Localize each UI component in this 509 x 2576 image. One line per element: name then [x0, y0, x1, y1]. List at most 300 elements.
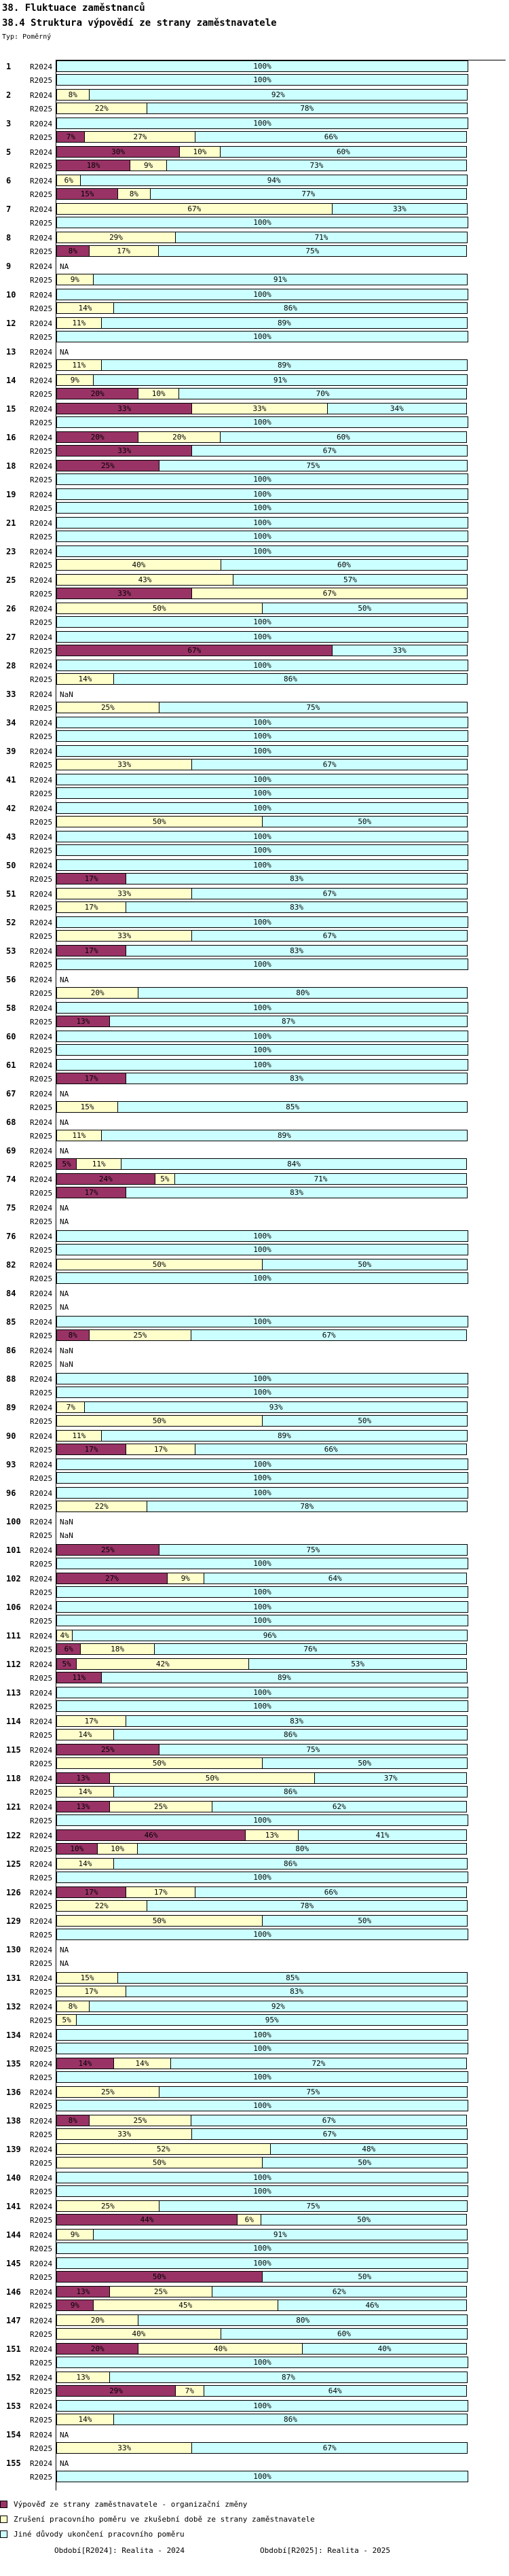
series-label: R2024 — [30, 2088, 53, 2097]
bar-segment: 4% — [56, 1630, 73, 1641]
row-number: 43 — [6, 832, 16, 842]
bar-segment: 22% — [56, 103, 147, 114]
bar — [56, 1900, 468, 1912]
bar-segment: 7% — [56, 131, 85, 143]
series-label: R2024 — [30, 348, 53, 357]
bar-segment: 5% — [56, 2014, 77, 2026]
series-label: R2025 — [30, 1874, 53, 1882]
bar-group — [0, 916, 509, 945]
bar-segment: 33% — [56, 588, 192, 599]
row-number: 61 — [6, 1060, 16, 1070]
missing-value-label: NA — [60, 262, 69, 271]
bar-segment: 52% — [56, 2143, 271, 2155]
bar-row — [0, 374, 509, 386]
row-number: 7 — [6, 204, 12, 214]
row-number: 2 — [6, 90, 12, 100]
series-label: R2024 — [30, 690, 53, 699]
bar-segment: 100% — [56, 1387, 468, 1398]
legend-label: Výpověď ze strany zaměstnavatele - organizační změny — [14, 2500, 248, 2509]
bar-segment: 33% — [56, 759, 192, 770]
bar-segment: 33% — [191, 403, 327, 414]
bar-segment: 15% — [56, 1972, 118, 1984]
bar-row — [0, 1957, 509, 1969]
bar-row — [0, 1729, 509, 1740]
series-label: R2024 — [30, 120, 53, 128]
bar-row — [0, 745, 509, 757]
series-label: R2024 — [30, 1004, 53, 1013]
bar-segment: 77% — [150, 188, 467, 200]
series-label: R2025 — [30, 989, 53, 998]
legend-item — [0, 2515, 315, 2524]
bar — [56, 2143, 468, 2155]
bar-row — [0, 1301, 509, 1312]
series-label: R2025 — [30, 219, 53, 228]
bar-row — [0, 359, 509, 371]
series-label: R2025 — [30, 1988, 53, 1997]
series-label: R2024 — [30, 1489, 53, 1498]
series-label: R2025 — [30, 2387, 53, 2396]
series-label: R2025 — [30, 476, 53, 484]
bar — [56, 1373, 468, 1384]
bar-segment: 25% — [56, 460, 159, 471]
bar-group — [0, 745, 509, 774]
bar-group — [0, 317, 509, 346]
bar-group — [0, 1230, 509, 1259]
bar-segment: 50% — [262, 816, 468, 827]
series-label: R2025 — [30, 361, 53, 370]
bar-segment: 13% — [56, 1016, 110, 1027]
series-label: R2024 — [30, 205, 53, 214]
bar-segment: 100% — [56, 1230, 468, 1242]
bar — [56, 1886, 468, 1898]
bar-group — [0, 2029, 509, 2058]
row-number: 8 — [6, 233, 12, 243]
row-number: 135 — [6, 2059, 21, 2069]
bar — [56, 445, 468, 457]
bar-row — [0, 802, 509, 814]
series-label: R2024 — [30, 405, 53, 414]
legend-swatch — [0, 2530, 7, 2538]
bar — [56, 1130, 468, 1141]
row-number: 51 — [6, 889, 16, 899]
bar-row — [0, 1986, 509, 1997]
bar-segment: 100% — [56, 959, 468, 970]
bar-row — [0, 1202, 509, 1213]
series-label: R2025 — [30, 732, 53, 741]
row-number: 6 — [6, 176, 12, 185]
bar-group — [0, 1944, 509, 1972]
series-label: R2025 — [30, 2359, 53, 2367]
row-number: 23 — [6, 547, 16, 556]
bar-group — [0, 118, 509, 146]
bar-segment: 9% — [56, 2229, 94, 2240]
series-label: R2025 — [30, 561, 53, 570]
series-label: R2024 — [30, 1575, 53, 1584]
bar — [56, 1187, 468, 1198]
row-number: 60 — [6, 1032, 16, 1041]
bar-segment: 40% — [302, 2343, 467, 2355]
bar-segment: 9% — [130, 160, 167, 171]
bar — [56, 603, 468, 614]
row-number: 68 — [6, 1117, 16, 1127]
bar — [56, 1031, 468, 1042]
series-label: R2025 — [30, 1902, 53, 1911]
bar-segment: 75% — [159, 460, 468, 471]
series-label: R2024 — [30, 1632, 53, 1641]
series-label: R2025 — [30, 1246, 53, 1255]
row-number: 152 — [6, 2373, 21, 2382]
series-label: R2025 — [30, 1702, 53, 1711]
series-label: R2025 — [30, 333, 53, 342]
bar — [56, 631, 468, 643]
bar-row — [0, 531, 509, 542]
bar-segment: 17% — [56, 1444, 126, 1455]
series-label: R2024 — [30, 1147, 53, 1156]
period-label-r2025: Období[R2025]: Realita - 2025 — [260, 2546, 391, 2555]
missing-value-label: NA — [60, 1289, 69, 1298]
bar-segment: 100% — [56, 545, 468, 557]
row-number: 76 — [6, 1232, 16, 1241]
row-number: 93 — [6, 1460, 16, 1469]
bar-segment: 80% — [137, 1843, 467, 1855]
bar — [56, 2343, 468, 2355]
series-label: R2025 — [30, 1417, 53, 1426]
bar-segment: 75% — [159, 2086, 468, 2098]
bar-segment: 100% — [56, 2357, 468, 2368]
row-number: 130 — [6, 1945, 21, 1954]
bar — [56, 175, 468, 186]
series-label: R2024 — [30, 2345, 53, 2354]
row-number: 146 — [6, 2287, 21, 2297]
series-label: R2024 — [30, 890, 53, 899]
bar-segment: 25% — [109, 1801, 212, 1812]
bar-row — [0, 1843, 509, 1855]
bar-segment: 100% — [56, 774, 468, 785]
bar — [56, 1986, 468, 1997]
bar — [56, 460, 468, 471]
bar-row — [0, 844, 509, 856]
series-label: R2025 — [30, 1531, 53, 1540]
bar-row — [0, 2200, 509, 2212]
row-number: 139 — [6, 2145, 21, 2154]
bar — [56, 1687, 468, 1698]
bar — [56, 2214, 468, 2225]
bar-group — [0, 1658, 509, 1687]
bar-group — [0, 688, 509, 717]
bar-segment: 8% — [56, 245, 90, 257]
bar-row — [0, 2100, 509, 2111]
bar-group — [0, 175, 509, 203]
bar-row — [0, 1059, 509, 1071]
bar-segment: 100% — [56, 1031, 468, 1042]
bar-row — [0, 1316, 509, 1327]
bar-row — [0, 232, 509, 243]
bar-segment: 100% — [56, 844, 468, 856]
series-label: R2024 — [30, 2031, 53, 2040]
bar-row — [0, 2372, 509, 2383]
series-label: R2025 — [30, 1160, 53, 1169]
bar — [56, 1643, 468, 1655]
missing-value-label: NA — [60, 2431, 69, 2439]
row-number: 74 — [6, 1175, 16, 1184]
bar-row — [0, 2457, 509, 2469]
bar — [56, 1915, 468, 1927]
bar-segment: 86% — [113, 1858, 468, 1870]
bar-segment: 87% — [109, 1016, 468, 1027]
row-number: 85 — [6, 1317, 16, 1327]
bar-segment: 100% — [56, 1373, 468, 1384]
bar-group — [0, 1772, 509, 1801]
bar-segment: 86% — [113, 673, 468, 685]
bar-segment: 9% — [56, 374, 94, 386]
series-label: R2024 — [30, 576, 53, 585]
bar-row — [0, 2214, 509, 2225]
bar-segment: 100% — [56, 2172, 468, 2183]
bar-segment: 71% — [175, 232, 468, 243]
bar-row — [0, 1387, 509, 1398]
row-number: 147 — [6, 2316, 21, 2325]
series-label: R2024 — [30, 1061, 53, 1070]
bar-segment: 75% — [159, 2200, 468, 2212]
bar-group — [0, 203, 509, 232]
bar-segment: 75% — [159, 1744, 468, 1755]
series-label: R2025 — [30, 875, 53, 884]
series-label: R2025 — [30, 1389, 53, 1397]
bar — [56, 1829, 468, 1841]
bar-group — [0, 346, 509, 374]
series-label: R2024 — [30, 234, 53, 243]
bar-row — [0, 317, 509, 329]
bar-group — [0, 1316, 509, 1344]
bar-group — [0, 1801, 509, 1829]
bar-segment: 14% — [56, 1786, 114, 1797]
series-label: R2024 — [30, 1432, 53, 1441]
series-label: R2025 — [30, 2016, 53, 2025]
bar-group — [0, 460, 509, 488]
bar-segment: 18% — [56, 160, 130, 171]
series-label: R2024 — [30, 947, 53, 956]
bar — [56, 2357, 468, 2368]
missing-value-label: NA — [60, 348, 69, 357]
series-label: R2024 — [30, 319, 53, 328]
bar-segment: 20% — [56, 2343, 138, 2355]
bar-segment: 25% — [56, 2086, 159, 2098]
series-label: R2025 — [30, 447, 53, 456]
bar-segment: 100% — [56, 1586, 468, 1598]
row-number: 112 — [6, 1660, 21, 1669]
bar-row — [0, 1158, 509, 1170]
bar — [56, 131, 468, 143]
series-label: R2024 — [30, 1261, 53, 1270]
missing-value-label: NA — [60, 1090, 69, 1098]
bar — [56, 1044, 468, 1056]
bar-row — [0, 1459, 509, 1470]
bar-segment: 83% — [126, 1073, 468, 1084]
bar-segment: 33% — [56, 2442, 192, 2454]
series-label: R2025 — [30, 390, 53, 399]
bar — [56, 2058, 468, 2069]
bar-segment: 50% — [262, 603, 468, 614]
bar-segment: 64% — [204, 1573, 467, 1584]
bar-row — [0, 217, 509, 228]
bar — [56, 717, 468, 728]
bar-segment: 50% — [262, 1415, 468, 1427]
bar-row — [0, 1558, 509, 1569]
bar — [56, 1230, 468, 1242]
bar-segment: 100% — [56, 745, 468, 757]
series-label: R2025 — [30, 1303, 53, 1312]
bar — [56, 844, 468, 856]
bar — [56, 1972, 468, 1984]
bar-segment: 8% — [117, 188, 151, 200]
bar — [56, 1858, 468, 1870]
row-number: 27 — [6, 632, 16, 642]
bar-row — [0, 2300, 509, 2311]
series-label: R2024 — [30, 1603, 53, 1612]
chart-type-label: Typ: Poměrný — [2, 33, 52, 41]
series-label: R2024 — [30, 1461, 53, 1469]
bar-segment: 86% — [113, 2414, 468, 2425]
bar — [56, 2372, 468, 2383]
row-number: 12 — [6, 319, 16, 328]
row-number: 56 — [6, 975, 16, 984]
bar-segment: 25% — [56, 1744, 159, 1755]
series-label: R2024 — [30, 605, 53, 613]
bar-row — [0, 588, 509, 599]
bar-row — [0, 1658, 509, 1670]
bar-segment: 5% — [56, 1658, 77, 1670]
bar-row — [0, 1088, 509, 1099]
bar-segment: 66% — [195, 1886, 467, 1898]
bar-row — [0, 2229, 509, 2240]
bar-row — [0, 74, 509, 86]
bar-segment: 44% — [56, 2214, 238, 2225]
bar-row — [0, 2286, 509, 2297]
bar-row — [0, 388, 509, 399]
bar-group — [0, 1373, 509, 1401]
bar-segment: 17% — [56, 1886, 126, 1898]
row-number: 41 — [6, 775, 16, 785]
series-label: R2025 — [30, 1959, 53, 1968]
series-label: R2024 — [30, 976, 53, 984]
bar-row — [0, 1373, 509, 1384]
bar-segment: 89% — [101, 1130, 468, 1141]
legend-label: Zrušení pracovního poměru ve zkušební době ze strany zaměstnavatele — [14, 2515, 315, 2524]
bar-group — [0, 1715, 509, 1744]
bar — [56, 2271, 468, 2283]
series-label: R2025 — [30, 1931, 53, 1939]
bar-segment: 13% — [56, 1801, 110, 1812]
bar-row — [0, 831, 509, 842]
page-title: 38. Fluktuace zaměstnanců — [2, 3, 145, 14]
bar-segment: 100% — [56, 60, 468, 72]
bar-group — [0, 260, 509, 289]
bar-group — [0, 431, 509, 460]
missing-value-label: NA — [60, 1118, 69, 1127]
row-number: 132 — [6, 2002, 21, 2011]
bar — [56, 673, 468, 685]
bar-segment: 70% — [178, 388, 467, 399]
bar-segment: 75% — [159, 702, 468, 713]
series-label: R2024 — [30, 462, 53, 471]
bar-segment: 100% — [56, 1601, 468, 1613]
bar-segment: 9% — [167, 1573, 204, 1584]
series-label: R2024 — [30, 662, 53, 670]
bar — [56, 2400, 468, 2412]
bar-row — [0, 2172, 509, 2183]
bar-row — [0, 616, 509, 628]
bar-row — [0, 445, 509, 457]
series-label: R2025 — [30, 590, 53, 598]
bar-row — [0, 901, 509, 913]
bar-segment: 60% — [221, 2328, 468, 2340]
bar — [56, 930, 468, 942]
series-label: R2024 — [30, 1346, 53, 1355]
bar — [56, 2242, 468, 2254]
row-number: 145 — [6, 2259, 21, 2268]
bar-segment: 33% — [56, 2128, 192, 2140]
bar-segment: 89% — [101, 1430, 468, 1442]
bar-segment: 100% — [56, 289, 468, 300]
bar-row — [0, 1829, 509, 1841]
bar — [56, 1401, 468, 1413]
bar — [56, 203, 468, 215]
bar-group — [0, 1202, 509, 1230]
bar-segment: 11% — [56, 317, 102, 329]
bar-row — [0, 1944, 509, 1955]
bar — [56, 317, 468, 329]
bar-segment: 33% — [332, 203, 468, 215]
bar-segment: 100% — [56, 802, 468, 814]
bar-segment: 80% — [138, 987, 468, 999]
bar — [56, 1259, 468, 1270]
bar-row — [0, 1344, 509, 1356]
bar-segment: 11% — [76, 1158, 121, 1170]
series-label: R2025 — [30, 2045, 53, 2054]
bar-segment: 100% — [56, 531, 468, 542]
bar — [56, 2300, 468, 2311]
series-label: R2025 — [30, 2130, 53, 2139]
period-label-r2024: Období[R2024]: Realita - 2024 — [54, 2546, 185, 2555]
bar-row — [0, 2001, 509, 2012]
bar-segment: 13% — [56, 1772, 110, 1784]
bar-segment: 14% — [56, 2058, 114, 2069]
bar — [56, 2185, 468, 2197]
series-label: R2024 — [30, 804, 53, 813]
bar — [56, 374, 468, 386]
series-label: R2025 — [30, 675, 53, 684]
row-number: 33 — [6, 690, 16, 699]
series-label: R2024 — [30, 776, 53, 785]
bar-segment: 14% — [113, 2058, 171, 2069]
bar — [56, 1658, 468, 1670]
bar-row — [0, 1529, 509, 1541]
bar-segment: 40% — [56, 559, 221, 571]
bar-segment: 9% — [56, 2300, 94, 2311]
bar-segment: 100% — [56, 831, 468, 842]
page-subtitle: 38.4 Struktura výpovědí ze strany zaměstnavatele — [2, 18, 277, 29]
bar-segment: 17% — [56, 945, 126, 956]
bar-segment: 94% — [80, 175, 468, 186]
bar-segment: 11% — [56, 1430, 102, 1442]
bar-segment: 91% — [93, 274, 468, 285]
bar — [56, 1415, 468, 1427]
bar-group — [0, 89, 509, 118]
bar — [56, 1101, 468, 1113]
bar-group — [0, 2086, 509, 2115]
bar-segment: 86% — [113, 1786, 468, 1797]
series-label: R2024 — [30, 1175, 53, 1184]
